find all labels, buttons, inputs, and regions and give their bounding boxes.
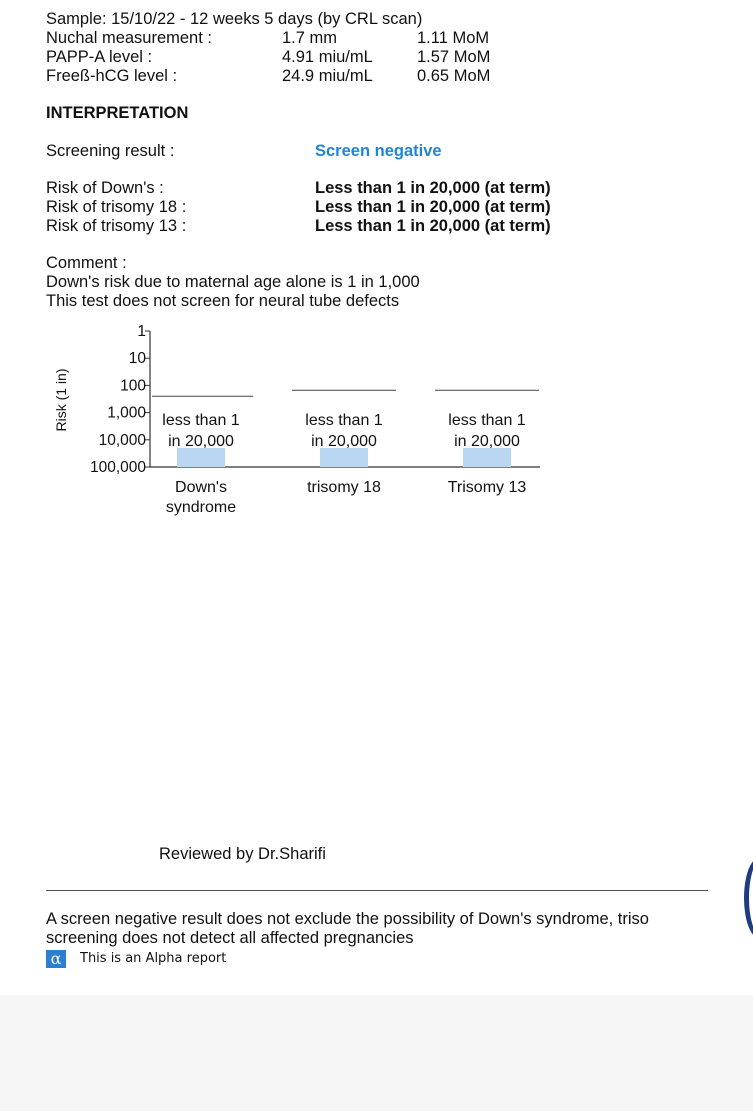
category-label: Trisomy 13 bbox=[447, 479, 527, 496]
bar-value-label: less than 1 bbox=[162, 412, 240, 429]
bar-value-label: in 20,000 bbox=[311, 433, 377, 450]
bar-value-label: less than 1 bbox=[448, 412, 526, 429]
reviewed-by: Reviewed by Dr.Sharifi bbox=[159, 845, 326, 863]
bar-value-label: in 20,000 bbox=[168, 433, 234, 450]
risk-value: Less than 1 in 20,000 (at term) bbox=[315, 198, 551, 216]
sample-line: Sample: 15/10/22 - 12 weeks 5 days (by CRL scan) bbox=[46, 10, 423, 28]
measurement-label: Nuchal measurement : bbox=[46, 29, 212, 47]
risk-bar bbox=[320, 448, 368, 467]
risk-value: Less than 1 in 20,000 (at term) bbox=[315, 179, 551, 197]
y-tick-label: 1 bbox=[137, 323, 146, 340]
measurement-label: PAPP-A level : bbox=[46, 48, 153, 66]
screening-result-label: Screening result : bbox=[46, 142, 175, 160]
category-label: syndrome bbox=[165, 499, 237, 516]
comment-line-2: This test does not screen for neural tube defects bbox=[46, 292, 400, 310]
risk-value: Less than 1 in 20,000 (at term) bbox=[315, 217, 551, 235]
risk-label: Risk of Down's : bbox=[46, 179, 164, 197]
comment-heading: Comment : bbox=[46, 254, 127, 272]
y-tick-label: 100,000 bbox=[89, 459, 146, 476]
risk-chart bbox=[0, 320, 600, 530]
category-label: trisomy 18 bbox=[307, 479, 381, 496]
y-tick-label: 10,000 bbox=[98, 431, 146, 449]
measurement-label: Freeß-hCG level : bbox=[46, 67, 178, 85]
measurement-value: 24.9 miu/mL bbox=[282, 67, 373, 85]
measurement-value: 4.91 miu/mL bbox=[282, 48, 373, 66]
disclaimer-line-2: screening does not detect all affected pregnancies bbox=[46, 929, 414, 947]
measurement-mom: 1.11 MoM bbox=[417, 29, 490, 47]
screening-result-value: Screen negative bbox=[315, 142, 442, 160]
page-bottom-area bbox=[0, 995, 753, 1111]
comment-line-1: Down's risk due to maternal age alone is 1 in 1,000 bbox=[46, 273, 420, 291]
footer-divider bbox=[46, 890, 708, 891]
disclaimer-line-1: A screen negative result does not exclude the possibility of Down's syndrome, triso bbox=[46, 910, 649, 928]
alpha-report-note: This is an Alpha report bbox=[80, 951, 227, 966]
y-tick-label: 100 bbox=[120, 377, 146, 395]
y-tick-label: 1,000 bbox=[107, 404, 146, 422]
y-axis-label: Risk (1 in) bbox=[53, 368, 69, 432]
measurement-value: 1.7 mm bbox=[282, 29, 338, 47]
category-label: Down's bbox=[175, 479, 227, 496]
edge-decoration bbox=[744, 858, 753, 938]
risk-bar bbox=[177, 448, 225, 467]
bar-value-label: less than 1 bbox=[305, 412, 383, 429]
bar-value-label: in 20,000 bbox=[454, 433, 520, 450]
risk-label: Risk of trisomy 18 : bbox=[46, 198, 187, 216]
measurement-mom: 1.57 MoM bbox=[417, 48, 491, 66]
risk-label: Risk of trisomy 13 : bbox=[46, 217, 187, 235]
interpretation-heading: INTERPRETATION bbox=[46, 104, 189, 122]
measurement-mom: 0.65 MoM bbox=[417, 67, 491, 85]
y-tick-label: 10 bbox=[128, 350, 146, 368]
risk-bar bbox=[463, 448, 511, 467]
alpha-logo-icon: α bbox=[46, 950, 66, 968]
